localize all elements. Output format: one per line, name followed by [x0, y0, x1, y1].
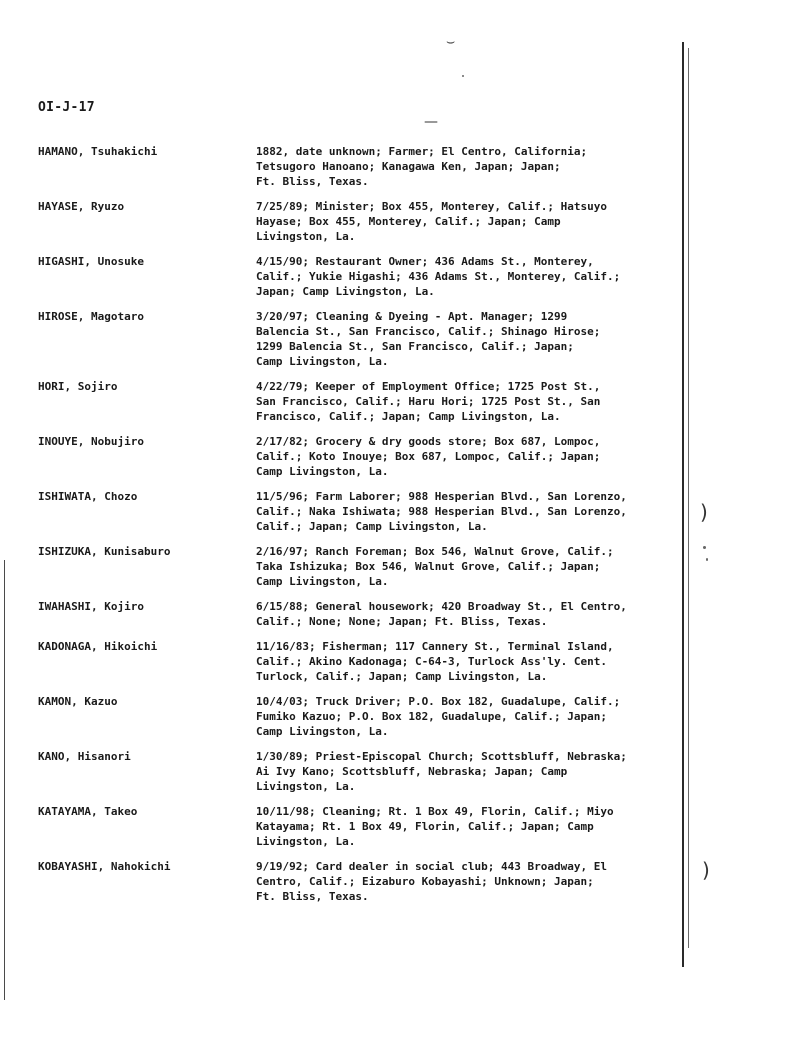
detail-line: Calif.; Akino Kadonaga; C-64-3, Turlock Ass'ly. Cent.: [256, 655, 607, 668]
internee-entry: [38, 804, 678, 849]
detail-line: Taka Ishizuka; Box 546, Walnut Grove, Calif.; Japan;: [256, 560, 601, 573]
internee-details: [256, 434, 678, 479]
left-margin-line: [4, 560, 5, 1000]
internee-details: [256, 254, 678, 299]
detail-line: 9/19/92; Card dealer in social club; 443 Broadway, El: [256, 860, 607, 873]
internee-name: INOUYE, Nobujiro: [38, 435, 144, 448]
internee-entry: [38, 694, 678, 739]
detail-line: 10/11/98; Cleaning; Rt. 1 Box 49, Florin, Calif.; Miyo: [256, 805, 614, 818]
detail-line: Livingston, La.: [256, 835, 356, 848]
internee-list: [38, 144, 678, 914]
internee-name: HORI, Sojiro: [38, 380, 118, 393]
internee-name: KAMON, Kazuo: [38, 695, 118, 708]
binder-edge-line: [682, 42, 684, 967]
detail-line: Fumiko Kazuo; P.O. Box 182, Guadalupe, Calif.; Japan;: [256, 710, 607, 723]
detail-line: 7/25/89; Minister; Box 455, Monterey, Calif.; Hatsuyo: [256, 200, 607, 213]
scan-mark-top: ⌣: [446, 34, 456, 50]
internee-name: HIROSE, Magotaro: [38, 310, 144, 323]
detail-line: 4/22/79; Keeper of Employment Office; 1725 Post St.,: [256, 380, 601, 393]
internee-entry: [38, 749, 678, 794]
internee-details: [256, 379, 678, 424]
internee-details: [256, 749, 678, 794]
binder-edge-line-inner: [688, 48, 689, 948]
internee-details: [256, 489, 678, 534]
document-id: OI-J-17: [38, 100, 95, 115]
internee-entry: [38, 434, 678, 479]
internee-name: HAYASE, Ryuzo: [38, 200, 125, 213]
detail-line: 10/4/03; Truck Driver; P.O. Box 182, Guadalupe, Calif.;: [256, 695, 621, 708]
internee-details: [256, 309, 678, 369]
detail-line: Ai Ivy Kano; Scottsbluff, Nebraska; Japan; Camp: [256, 765, 568, 778]
internee-name: ISHIZUKA, Kunisaburo: [38, 545, 171, 558]
detail-line: Livingston, La.: [256, 780, 356, 793]
detail-line: Francisco, Calif.; Japan; Camp Livingston, La.: [256, 410, 561, 423]
detail-line: Livingston, La.: [256, 230, 356, 243]
detail-line: San Francisco, Calif.; Haru Hori; 1725 Post St., San: [256, 395, 601, 408]
detail-line: 2/16/97; Ranch Foreman; Box 546, Walnut Grove, Calif.;: [256, 545, 614, 558]
internee-entry: [38, 199, 678, 244]
detail-line: Japan; Camp Livingston, La.: [256, 285, 435, 298]
detail-line: 4/15/90; Restaurant Owner; 436 Adams St., Monterey,: [256, 255, 594, 268]
detail-line: Camp Livingston, La.: [256, 355, 389, 368]
internee-entry: [38, 254, 678, 299]
scan-mark-paren-1: ): [700, 500, 708, 524]
internee-entry: [38, 489, 678, 534]
internee-entry: [38, 599, 678, 629]
internee-name: ISHIWATA, Chozo: [38, 490, 138, 503]
detail-line: Calif.; Japan; Camp Livingston, La.: [256, 520, 488, 533]
scan-speck: [462, 75, 464, 77]
internee-entry: [38, 144, 678, 189]
detail-line: Calif.; Yukie Higashi; 436 Adams St., Monterey, Calif.;: [256, 270, 621, 283]
detail-line: Turlock, Calif.; Japan; Camp Livingston, La.: [256, 670, 548, 683]
detail-line: 2/17/82; Grocery & dry goods store; Box 687, Lompoc,: [256, 435, 601, 448]
scan-speck: [703, 546, 706, 549]
detail-line: Tetsugoro Hanoano; Kanagawa Ken, Japan; Japan;: [256, 160, 561, 173]
detail-line: 1/30/89; Priest-Episcopal Church; Scottsbluff, Nebraska;: [256, 750, 627, 763]
detail-line: 6/15/88; General housework; 420 Broadway St., El Centro,: [256, 600, 627, 613]
internee-entry: [38, 639, 678, 684]
internee-name: KADONAGA, Hikoichi: [38, 640, 158, 653]
internee-details: [256, 144, 678, 189]
detail-line: 11/16/83; Fisherman; 117 Cannery St., Terminal Island,: [256, 640, 614, 653]
detail-line: Balencia St., San Francisco, Calif.; Shinago Hirose;: [256, 325, 601, 338]
detail-line: Centro, Calif.; Eizaburo Kobayashi; Unknown; Japan;: [256, 875, 594, 888]
detail-line: Calif.; None; None; Japan; Ft. Bliss, Texas.: [256, 615, 548, 628]
detail-line: Camp Livingston, La.: [256, 725, 389, 738]
internee-name: HAMANO, Tsuhakichi: [38, 145, 158, 158]
internee-entry: [38, 859, 678, 904]
detail-line: Ft. Bliss, Texas.: [256, 890, 369, 903]
internee-entry: [38, 379, 678, 424]
detail-line: Calif.; Naka Ishiwata; 988 Hesperian Blvd., San Lorenzo,: [256, 505, 627, 518]
detail-line: Camp Livingston, La.: [256, 575, 389, 588]
internee-details: [256, 544, 678, 589]
internee-details: [256, 199, 678, 244]
scan-speck: [706, 558, 708, 561]
internee-name: IWAHASHI, Kojiro: [38, 600, 144, 613]
internee-details: [256, 599, 678, 629]
detail-line: 1882, date unknown; Farmer; El Centro, California;: [256, 145, 588, 158]
internee-details: [256, 694, 678, 739]
internee-name: HIGASHI, Unosuke: [38, 255, 144, 268]
detail-line: Ft. Bliss, Texas.: [256, 175, 369, 188]
internee-details: [256, 804, 678, 849]
internee-details: [256, 639, 678, 684]
detail-line: 1299 Balencia St., San Francisco, Calif.; Japan;: [256, 340, 574, 353]
internee-entry: [38, 544, 678, 589]
detail-line: 11/5/96; Farm Laborer; 988 Hesperian Blvd., San Lorenzo,: [256, 490, 627, 503]
internee-name: KATAYAMA, Takeo: [38, 805, 138, 818]
internee-entry: [38, 309, 678, 369]
detail-line: 3/20/97; Cleaning & Dyeing - Apt. Manager; 1299: [256, 310, 568, 323]
scan-mark-paren-2: ): [702, 858, 710, 882]
detail-line: Hayase; Box 455, Monterey, Calif.; Japan; Camp: [256, 215, 561, 228]
internee-name: KOBAYASHI, Nahokichi: [38, 860, 171, 873]
detail-line: Katayama; Rt. 1 Box 49, Florin, Calif.; Japan; Camp: [256, 820, 594, 833]
internee-name: KANO, Hisanori: [38, 750, 131, 763]
scan-mark-dash: —: [424, 114, 438, 130]
internee-details: [256, 859, 678, 904]
detail-line: Calif.; Koto Inouye; Box 687, Lompoc, Calif.; Japan;: [256, 450, 601, 463]
detail-line: Camp Livingston, La.: [256, 465, 389, 478]
